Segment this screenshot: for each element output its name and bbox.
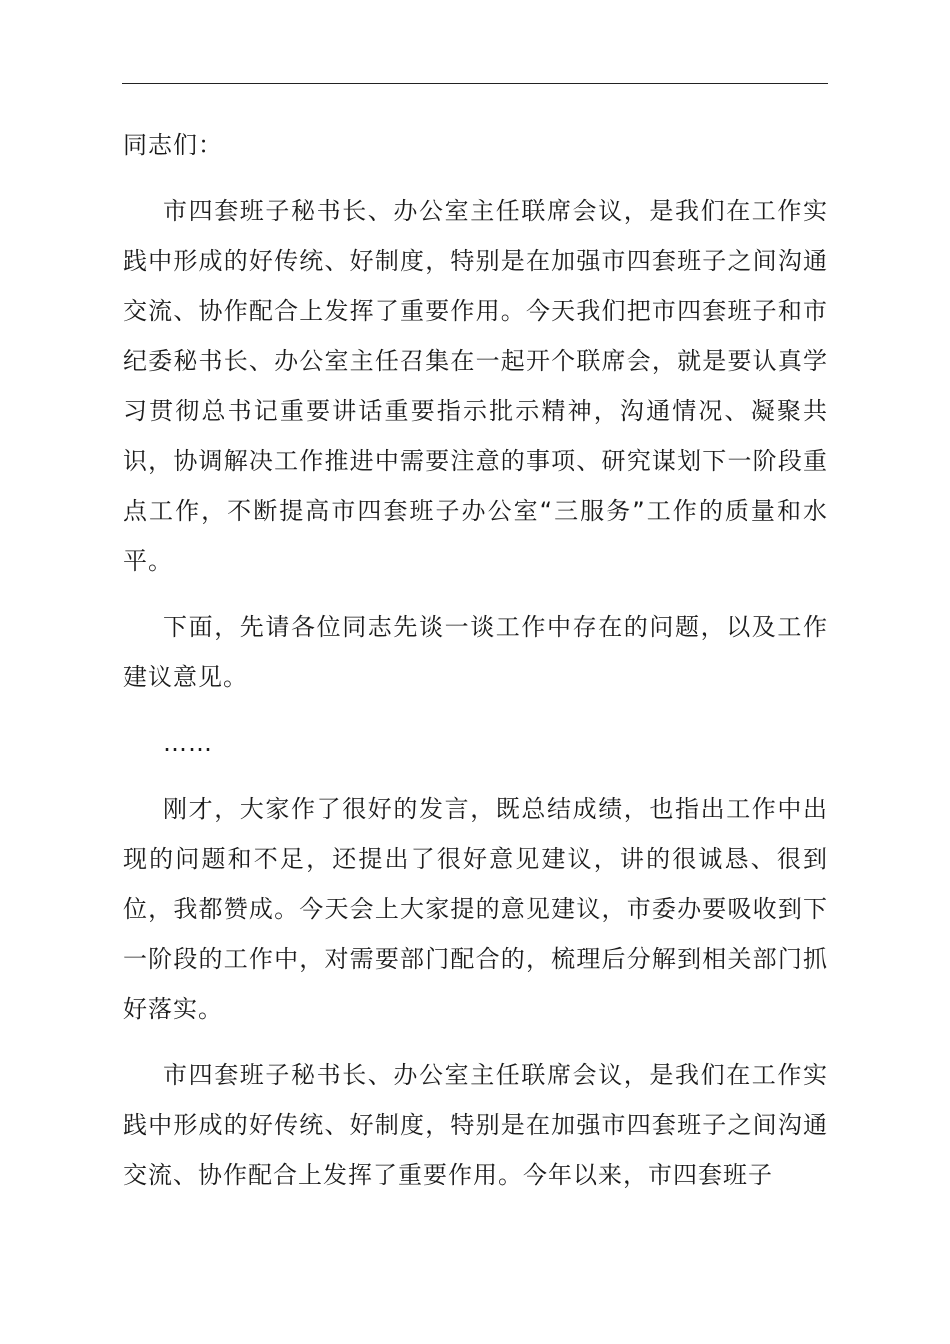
salutation: 同志们： (123, 131, 223, 159)
paragraph-summary: 刚才，大家作了很好的发言，既总结成绩，也指出工作中出现的问题和不足，还提出了很好意见建议，讲的很诚恳、很到位，我都赞成。今天会上大家提的意见建议，市委办要吸收到下一阶段的工作中，对需要部门配合的，梳理后分解到相关部门抓好落实。 (123, 795, 828, 1023)
paragraph-continued: 市四套班子秘书长、办公室主任联席会议，是我们在工作实践中形成的好传统、好制度，特别是在加强市四套班子之间沟通交流、协作配合上发挥了重要作用。今年以来，市四套班子 (123, 1061, 828, 1189)
header-rule (122, 83, 828, 84)
document-body (123, 120, 828, 1200)
paragraph-ellipsis: …… (163, 729, 213, 757)
paragraph-intro: 市四套班子秘书长、办公室主任联席会议，是我们在工作实践中形成的好传统、好制度，特别是在加强市四套班子之间沟通交流、协作配合上发挥了重要作用。今天我们把市四套班子和市纪委秘书长、办公室主任召集在一起开个联席会，就是要认真学习贯彻总书记重要讲话重要指示批示精神，沟通情况、凝聚共识，协调解决工作推进中需要注意的事项、研究谋划下一阶段重点工作，不断提高市四套班子办公室“三服务”工作的质量和水平。 (123, 197, 828, 575)
paragraph-invite: 下面，先请各位同志先谈一谈工作中存在的问题，以及工作建议意见。 (123, 613, 828, 691)
